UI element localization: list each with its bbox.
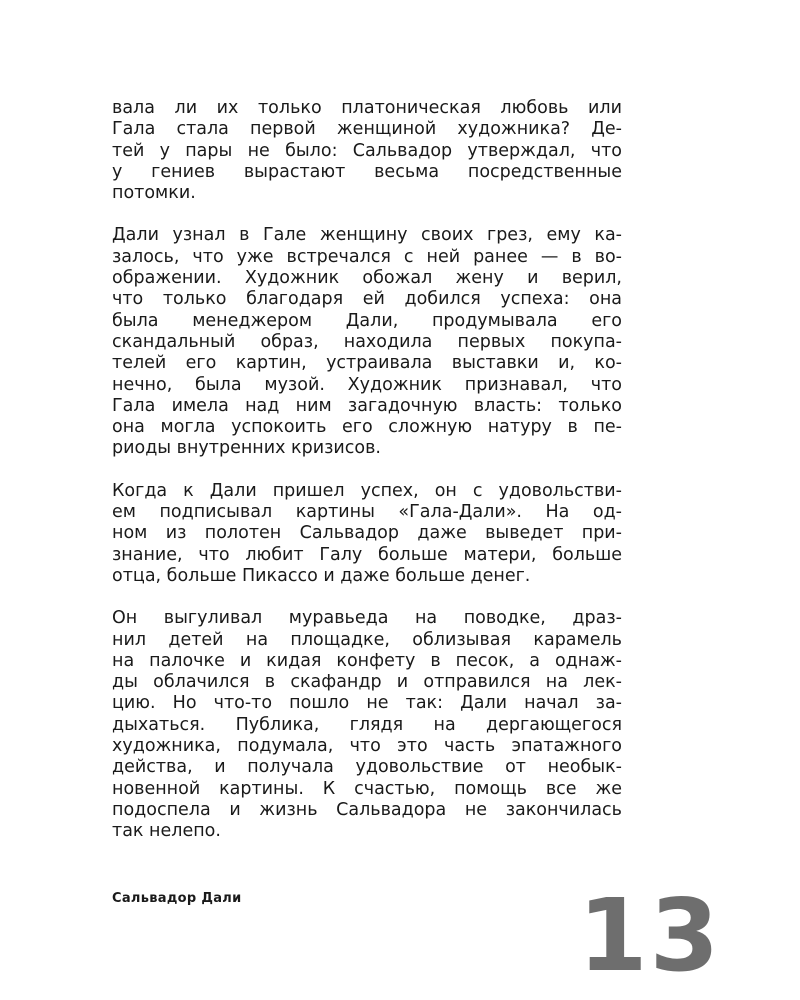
- text-line: на палочке и кидая конфету в песок, а однаж-: [112, 650, 622, 671]
- text-line: ды облачился в скафандр и отправился на лек-: [112, 672, 622, 693]
- text-line: риоды внутренних кризисов.: [112, 438, 381, 459]
- body-text: [112, 98, 622, 864]
- page-number: 13: [578, 877, 722, 994]
- text-line: скандальный образ, находила первых покупа-: [112, 331, 622, 352]
- running-footer-title: Сальвадор Дали: [112, 891, 242, 906]
- text-line: залось, что уже встречался с ней ранее — в во-: [112, 246, 622, 267]
- paragraph: [112, 98, 622, 204]
- text-line: Дали узнал в Гале женщину своих грез, ему ка-: [112, 225, 622, 246]
- text-line: что только благодаря ей добился успеха: она: [112, 289, 622, 310]
- text-line: телей его картин, устраивала выставки и, ко-: [112, 353, 622, 374]
- text-line: художника, подумала, что это часть эпатажного: [112, 736, 622, 757]
- paragraph: [112, 225, 622, 459]
- text-line: вала ли их только платоническая любовь или: [112, 98, 622, 118]
- paragraph: [112, 481, 622, 587]
- text-line: нечно, была музой. Художник признавал, что: [112, 374, 622, 395]
- text-line: Гала имела над ним загадочную власть: только: [112, 395, 622, 416]
- text-line: ем подписывал картины «Гала-Дали». На од-: [112, 502, 622, 523]
- text-line: потомки.: [112, 183, 196, 204]
- text-line: нил детей на площадке, облизывая карамель: [112, 629, 622, 650]
- text-line: знание, что любит Галу больше матери, больше: [112, 544, 622, 565]
- text-line: подоспела и жизнь Сальвадора не закончилась: [112, 799, 622, 820]
- text-line: отца, больше Пикассо и даже больше денег.: [112, 565, 531, 586]
- paragraph: [112, 608, 622, 842]
- text-line: ном из полотен Сальвадор даже выведет при-: [112, 523, 622, 544]
- text-line: новенной картины. К счастью, помощь все же: [112, 778, 622, 799]
- text-line: так нелепо.: [112, 821, 221, 842]
- text-line: ображении. Художник обожал жену и верил,: [112, 268, 622, 289]
- text-line: действа, и получала удовольствие от необык-: [112, 757, 622, 778]
- text-line: была менеджером Дали, продумывала его: [112, 310, 622, 331]
- text-line: дыхаться. Публика, глядя на дергающегося: [112, 714, 622, 735]
- text-line: Он выгуливал муравьеда на поводке, драз-: [112, 608, 622, 629]
- text-line: Когда к Дали пришел успех, он с удовольстви-: [112, 480, 622, 501]
- text-line: цию. Но что-то пошло не так: Дали начал за-: [112, 693, 622, 714]
- text-line: тей у пары не было: Сальвадор утверждал, что: [112, 140, 622, 161]
- text-line: Гала стала первой женщиной художника? Де-: [112, 119, 622, 140]
- text-line: она могла успокоить его сложную натуру в пе-: [112, 417, 622, 438]
- text-line: у гениев вырастают весьма посредственные: [112, 161, 622, 182]
